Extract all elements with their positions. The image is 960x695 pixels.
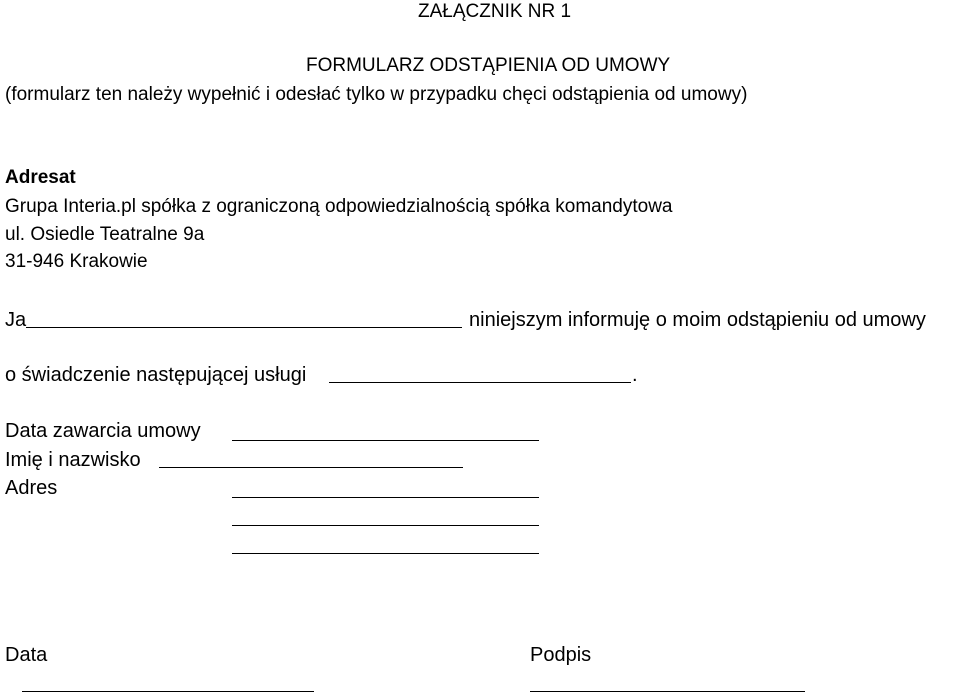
full-name-blank-line[interactable] [159,467,463,468]
form-title: FORMULARZ ODSTĄPIENIA OD UMOWY [306,55,671,76]
attachment-number: ZAŁĄCZNIK NR 1 [418,1,572,22]
statement-suffix: niniejszym informuję o moim odstąpieniu od umowy [469,309,926,331]
date-blank-line[interactable] [22,691,314,692]
name-blank-line[interactable] [26,327,462,328]
service-blank-line[interactable] [329,382,631,383]
statement-prefix: Ja [5,309,27,331]
service-label: o świadczenie następującej usługi [5,364,307,386]
date-label: Data [5,644,48,666]
address-blank-line-2[interactable] [232,525,539,526]
addressee-street: ul. Osiedle Teatralne 9a [5,224,205,245]
addressee-heading: Adresat [5,167,76,188]
contract-date-blank-line[interactable] [232,440,539,441]
signature-blank-line[interactable] [530,691,805,692]
address-blank-line-1[interactable] [232,497,539,498]
signature-label: Podpis [530,644,592,666]
address-label: Adres [5,477,58,499]
full-name-label: Imię i nazwisko [5,449,141,471]
address-blank-line-3[interactable] [232,553,539,554]
form-subtitle: (formularz ten należy wypełnić i odesłać tylko w przypadku chęci odstąpienia od umowy) [5,84,748,105]
service-period: . [632,364,638,386]
contract-date-label: Data zawarcia umowy [5,420,201,442]
addressee-company: Grupa Interia.pl spółka z ograniczoną odpowiedzialnością spółka komandytowa [5,196,673,217]
addressee-city: 31-946 Krakowie [5,251,148,272]
